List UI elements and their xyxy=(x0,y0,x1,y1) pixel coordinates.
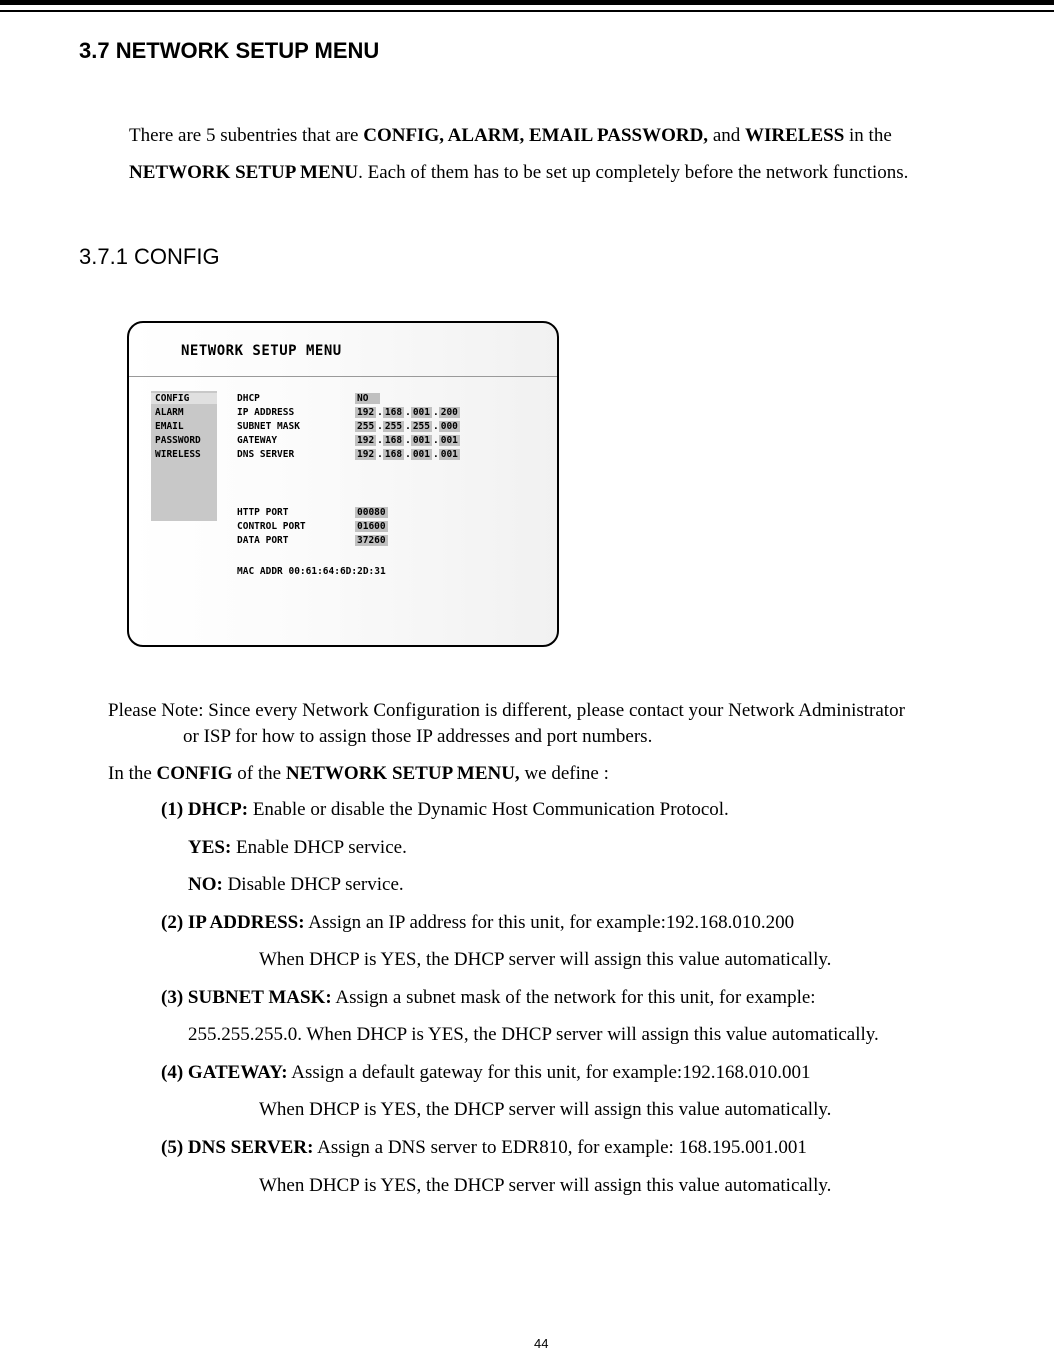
osd-sidebar-item-wireless: WIRELESS xyxy=(155,449,201,460)
header-rule-thick xyxy=(0,0,1054,5)
item-dns-server: (5) DNS SERVER: Assign a DNS server to EDR810, for example: 168.195.001.001 xyxy=(161,1137,807,1158)
osd-sidebar-item-email: EMAIL xyxy=(155,421,184,432)
item-gateway-note: When DHCP is YES, the DHCP server will assign this value automatically. xyxy=(259,1099,832,1120)
osd-label-dns-server: DNS SERVER xyxy=(237,449,295,460)
osd-sidebar xyxy=(151,391,217,521)
osd-sidebar-item-config: CONFIG xyxy=(151,393,217,404)
osd-value-dhcp: NO xyxy=(355,393,381,404)
note-line-1: Please Note: Since every Network Configuration is different, please contact your Network Administrator xyxy=(108,700,905,721)
item-dhcp-yes: YES: Enable DHCP service. xyxy=(188,837,407,858)
osd-value-control-port: 01600 xyxy=(357,521,386,532)
subsection-heading: 3.7.1 CONFIG xyxy=(79,244,220,269)
osd-mac-address: MAC ADDR 00:61:64:6D:2D:31 xyxy=(237,566,386,577)
osd-value-dns-server: 192 . 168 . 001 . 001 xyxy=(357,449,458,460)
item-subnet-mask: (3) SUBNET MASK: Assign a subnet mask of the network for this unit, for example: xyxy=(161,987,816,1008)
osd-sidebar-item-password: PASSWORD xyxy=(155,435,201,446)
osd-value-data-port: 37260 xyxy=(357,535,386,546)
osd-label-data-port: DATA PORT xyxy=(237,535,289,546)
osd-label-gateway: GATEWAY xyxy=(237,435,278,446)
osd-value-gateway: 192 . 168 . 001 . 001 xyxy=(357,435,458,446)
item-dhcp: (1) DHCP: Enable or disable the Dynamic Host Communication Protocol. xyxy=(161,799,729,820)
osd-label-ip-address: IP ADDRESS xyxy=(237,407,295,418)
osd-value-http-port: 00080 xyxy=(357,507,386,518)
note-line-2: or ISP for how to assign those IP addresses and port numbers. xyxy=(183,726,653,747)
item-ip-address: (2) IP ADDRESS: Assign an IP address for this unit, for example:192.168.010.200 xyxy=(161,912,795,933)
osd-value-ip-address: 192 . 168 . 001 . 200 xyxy=(357,407,458,418)
intro-line-1: There are 5 subentries that are CONFIG, ALARM, EMAIL PASSWORD, and WIRELESS in the xyxy=(129,125,892,146)
osd-divider xyxy=(129,376,557,377)
page-number: 44 xyxy=(534,1336,549,1351)
osd-value-subnet-mask: 255 . 255 . 255 . 000 xyxy=(357,421,458,432)
item-ip-address-note: When DHCP is YES, the DHCP server will assign this value automatically. xyxy=(259,949,832,970)
osd-sidebar-item-alarm: ALARM xyxy=(155,407,184,418)
header-rule-thin xyxy=(0,10,1054,12)
item-dns-server-note: When DHCP is YES, the DHCP server will assign this value automatically. xyxy=(259,1175,832,1196)
item-gateway: (4) GATEWAY: Assign a default gateway for this unit, for example:192.168.010.001 xyxy=(161,1062,811,1083)
section-heading: 3.7 NETWORK SETUP MENU xyxy=(79,38,380,63)
osd-label-subnet-mask: SUBNET MASK xyxy=(237,421,300,432)
osd-label-control-port: CONTROL PORT xyxy=(237,521,306,532)
osd-label-dhcp: DHCP xyxy=(237,393,260,404)
item-dhcp-no: NO: Disable DHCP service. xyxy=(188,874,404,895)
osd-label-http-port: HTTP PORT xyxy=(237,507,289,518)
osd-title: NETWORK SETUP MENU xyxy=(181,343,342,359)
item-subnet-mask-note: 255.255.255.0. When DHCP is YES, the DHCP server will assign this value automatically. xyxy=(188,1024,879,1045)
define-line: In the CONFIG of the NETWORK SETUP MENU, we define : xyxy=(108,763,609,784)
network-setup-osd-screenshot xyxy=(127,321,559,647)
intro-line-2: NETWORK SETUP MENU. Each of them has to be set up completely before the network functions. xyxy=(129,162,909,183)
